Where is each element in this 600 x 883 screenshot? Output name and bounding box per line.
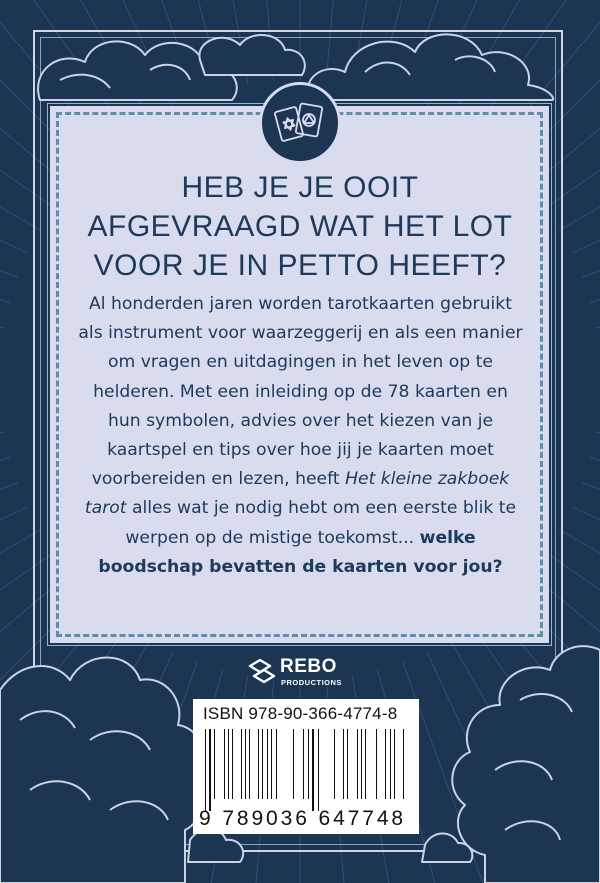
description-intro: Al honderden jaren worden tarotkaarten gebruikt als instrument voor waarzeggerij en als een manier om vragen en uitdagingen in het leven op te helderen. Met een inleiding op de 78 kaarten en hun symbolen, advies over het kiezen van je kaartspel en tips over hoe jij je kaarten moet voorbereiden en lezen, heeft (78, 294, 523, 490)
barcode-bar (276, 729, 277, 799)
cloud-top-mid (199, 35, 304, 75)
barcode-bar (385, 729, 386, 799)
barcode-bar (232, 729, 233, 799)
description-middle: alles wat je nodig hebt om een eerste blik te werpen op de mistige toekomst... (125, 498, 517, 548)
barcode-bar (258, 729, 259, 799)
barcode-bar (262, 729, 263, 799)
cloud-top-right (308, 34, 553, 100)
barcode-bar (228, 729, 229, 799)
barcode-bar (347, 729, 348, 799)
barcode-bar (245, 729, 246, 799)
barcode-bar (205, 729, 206, 811)
publisher-sub: PRODUCTIONS (281, 678, 342, 687)
publisher-logo (246, 654, 366, 690)
barcode-bar (403, 729, 404, 799)
barcode-bar (376, 729, 377, 799)
barcode-bar (390, 729, 391, 799)
isbn-label: ISBN 978-90-366-4774-8 (203, 704, 398, 723)
barcode-bar (267, 729, 268, 799)
barcode-bar (334, 729, 335, 799)
cloud-bottom-left (0, 658, 204, 883)
description (78, 290, 523, 582)
tarot-cards-icon (262, 85, 338, 161)
barcode-bar (343, 729, 344, 799)
barcode-bar (357, 729, 358, 799)
headline: HEB JE JE OOIT AFGEVRAAGD WAT HET LOT VOOR JE IN PETTO HEEFT? (87, 171, 513, 282)
barcode-bar (209, 729, 211, 811)
barcode-bar (293, 729, 294, 799)
rebo-logo-icon (246, 654, 278, 690)
barcode-bar (303, 729, 304, 799)
barcode (193, 699, 419, 834)
book-title: Het kleine zakboek tarot (84, 469, 510, 519)
barcode-digits: 9 789036 647748 (199, 807, 406, 830)
barcode-bar (271, 729, 272, 799)
description-closing: welke boodschap bevatten de kaarten voor jou? (98, 527, 503, 577)
barcode-bar (214, 729, 215, 799)
publisher-name: REBO (280, 656, 337, 677)
barcode-bar (318, 729, 319, 811)
barcode-bar (308, 729, 309, 799)
barcode-bar (312, 729, 314, 811)
barcode-bar (365, 729, 366, 799)
barcode-bar (241, 729, 242, 799)
barcode-bar (224, 729, 225, 799)
tarot-emblem (259, 82, 341, 164)
barcode-bar (361, 729, 362, 799)
barcode-bar (394, 729, 395, 799)
cloud-bottom-right (452, 646, 600, 883)
barcode-bar (249, 729, 250, 799)
